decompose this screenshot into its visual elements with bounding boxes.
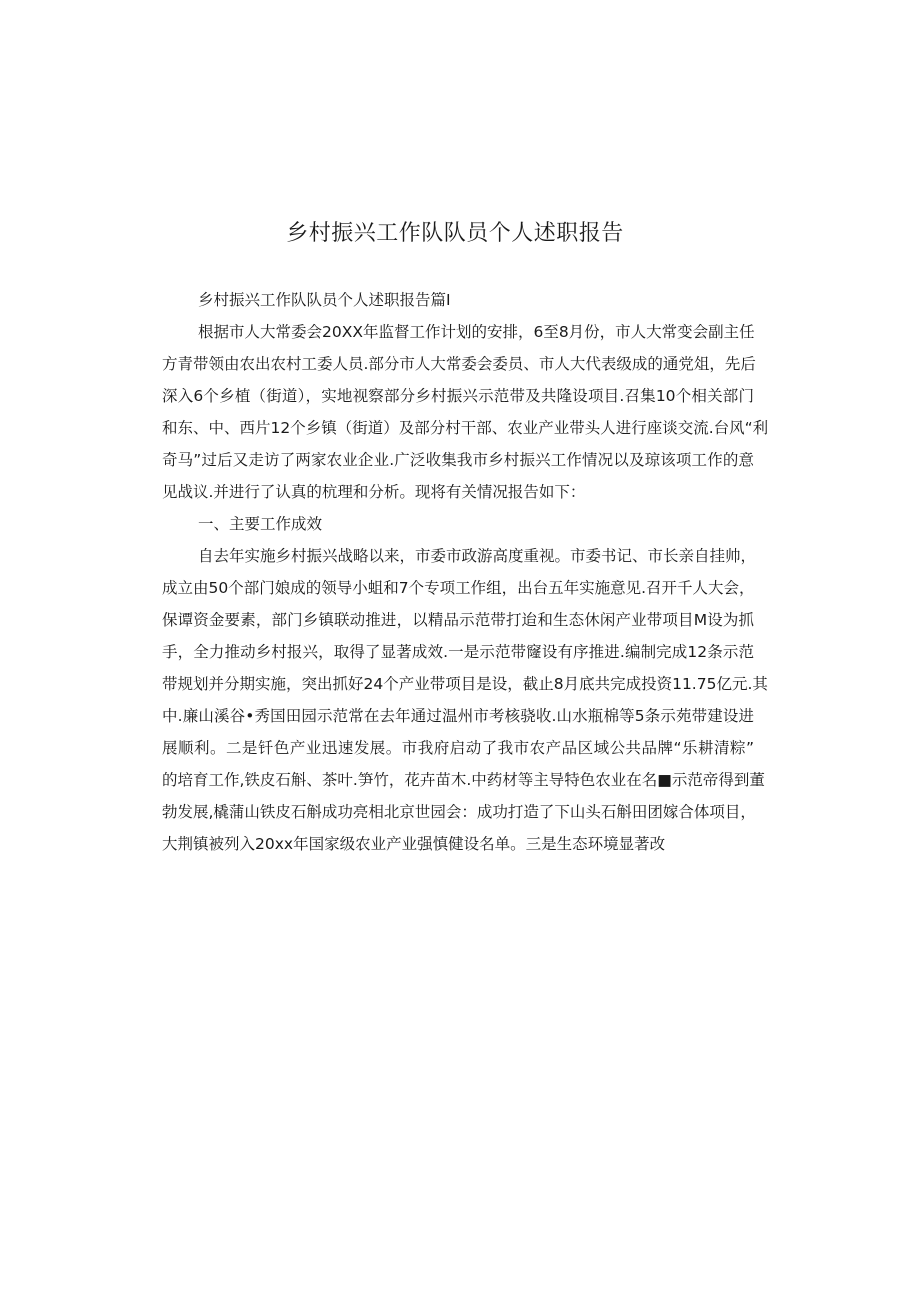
paragraph-line: 深入6个乡植（街道），实地视察部分乡村振兴示范带及共隆设项目.召集10个相关部门 (162, 387, 754, 405)
paragraph-line: 手，全力推动乡村报兴，取得了显著成效.一是示范带窿设有序推进.编制完成12条示范 (162, 643, 754, 661)
paragraph-line: 带规划并分期实施，突出抓好24个产业带项目是设，截止8月底共完成投资11.75亿元.其 (162, 675, 768, 693)
paragraph-line: 保谭资金要素，部门乡镇联动推进，以精品示范带打迨和生态休闲产业带项目M设为抓 (162, 611, 754, 629)
paragraph-line: 奇马”过后又走访了两家农业企业.广泛收集我市乡村振兴工作情况以及琼该项工作的意 (162, 451, 754, 469)
paragraph-line: 展顺利。二是钎色产业迅速发展。市我府启动了我市农产品区域公共品牌“乐耕清粽” (162, 739, 754, 757)
document-body (162, 284, 769, 860)
paragraph-line: 勃发展,橇蒲山铁皮石斛成功亮相北京世园会：成功打造了下山头石斛田团嫁合体项目， (162, 803, 756, 821)
paragraph-line: 自去年实施乡村振兴战略以来，市委市政游高度重视。市委书记、市长亲自挂帅， (198, 547, 757, 565)
paragraph-line: 方青带领由农出农村工委人员.部分市人大常委会委员、市人大代表级成的通党俎，先后 (162, 355, 756, 373)
paragraph-line: 根据市人大常委会20XX年监督工作计划的安排，6至8月份，市人大常变会副主任 (198, 323, 755, 341)
section-subtitle: 乡村振兴工作队队员个人述职报告篇I (198, 291, 451, 309)
paragraph-line: 和东、中、西片12个乡镇（街道）及部分村干部、农业产业带头人进行座谈交流.台风“利 (162, 419, 769, 437)
paragraph-line: 见战议.并进行了认真的杭理和分析。现将有关情况报告如下： (162, 483, 586, 501)
paragraph-line: 的培育工作,铁皮石斛、茶叶.笋竹，花卉苗木.中药材等主导特色农业在名■示范帝得到董 (162, 771, 765, 789)
section-heading: 一、主要工作成效 (198, 515, 323, 533)
document-title: 乡村振兴工作队队员个人述职报告 (286, 221, 624, 246)
paragraph-line: 成立由50个部门娘成的领导小蛆和7个专项工作组，出台五年实施意见.召开千人大会， (162, 579, 755, 597)
paragraph-line: 中.廉山溪谷•秀国田园示范常在去年通过温州市考核骁收.山水瓶棉等5条示苑带建设进 (162, 707, 754, 725)
paragraph-line: 大荆镇被列入20xx年国家级农业产业强慎健设名单。三是生态环境显著改 (162, 835, 666, 853)
